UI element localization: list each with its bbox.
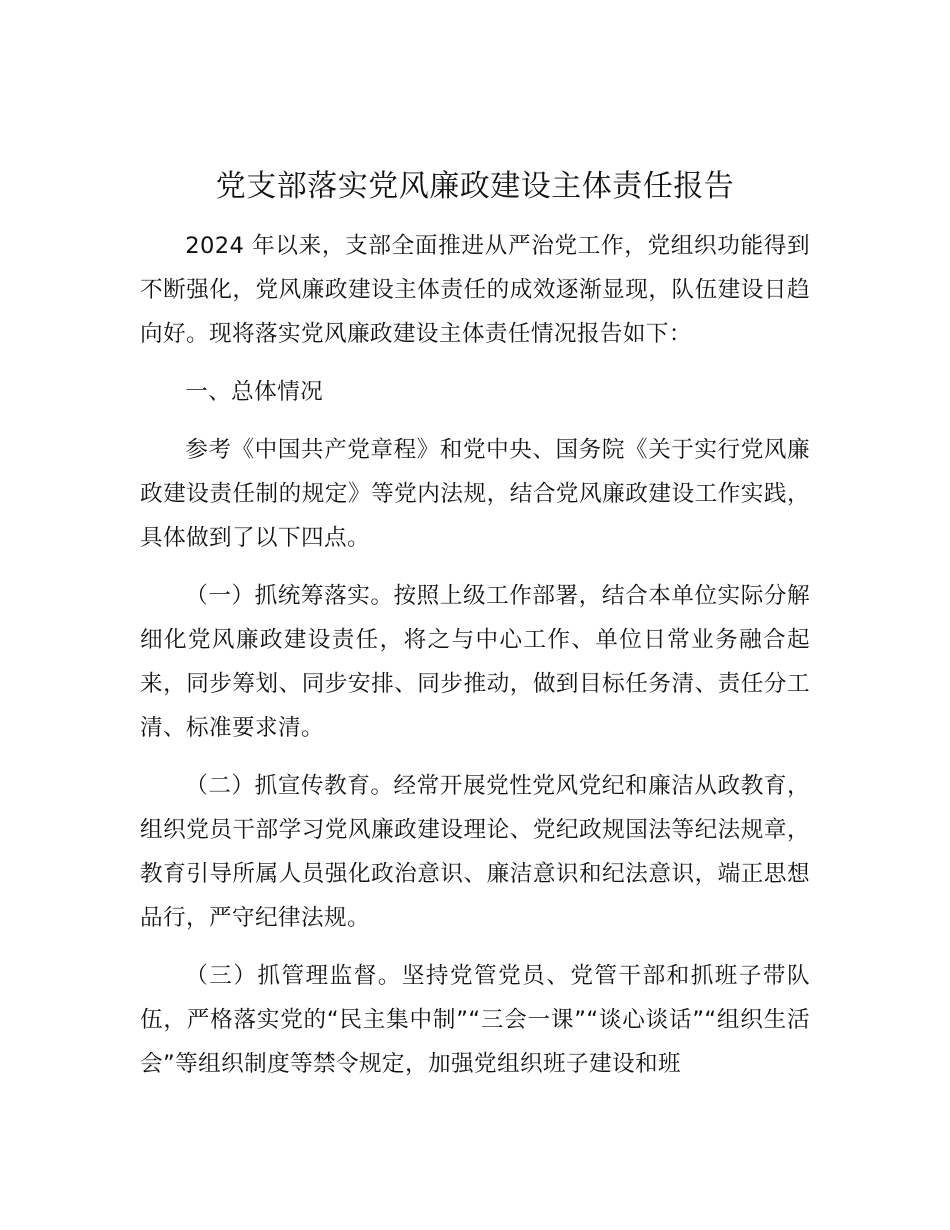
document-title: 党支部落实党风廉政建设主体责任报告 bbox=[215, 169, 735, 204]
paragraph-point-3: （三）抓管理监督。坚持党管党员、党管干部和抓班子带队伍，严格落实党的“民主集中制”“三会一课”“谈心谈话”“组织生活会”等组织制度等禁令规定，加强党组织班子建设和班 bbox=[140, 963, 810, 1077]
paragraph-point-2: （二）抓宣传教育。经常开展党性党风党纪和廉洁从政教育，组织党员干部学习党风廉政建设理论、党纪政规国法等纪法规章，教育引导所属人员强化政治意识、廉洁意识和纪法意识，端正思想品行，严守纪律法规。 bbox=[140, 773, 810, 931]
paragraph-intro: 2024 年以来，支部全面推进从严治党工作，党组织功能得到不断强化，党风廉政建设主体责任的成效逐渐显现，队伍建设日趋向好。现将落实党风廉政建设主体责任情况报告如下： bbox=[140, 233, 810, 347]
document-body bbox=[140, 224, 810, 1100]
section-heading-overview: 一、总体情况 bbox=[185, 379, 324, 405]
paragraph-basis: 参考《中国共产党章程》和党中央、国务院《关于实行党风廉政建设责任制的规定》等党内法规，结合党风廉政建设工作实践，具体做到了以下四点。 bbox=[140, 437, 810, 551]
paragraph-point-1: （一）抓统筹落实。按照上级工作部署，结合本单位实际分解细化党风廉政建设责任，将之与中心工作、单位日常业务融合起来，同步筹划、同步安排、同步推动，做到目标任务清、责任分工清、标准要求清。 bbox=[140, 583, 810, 741]
